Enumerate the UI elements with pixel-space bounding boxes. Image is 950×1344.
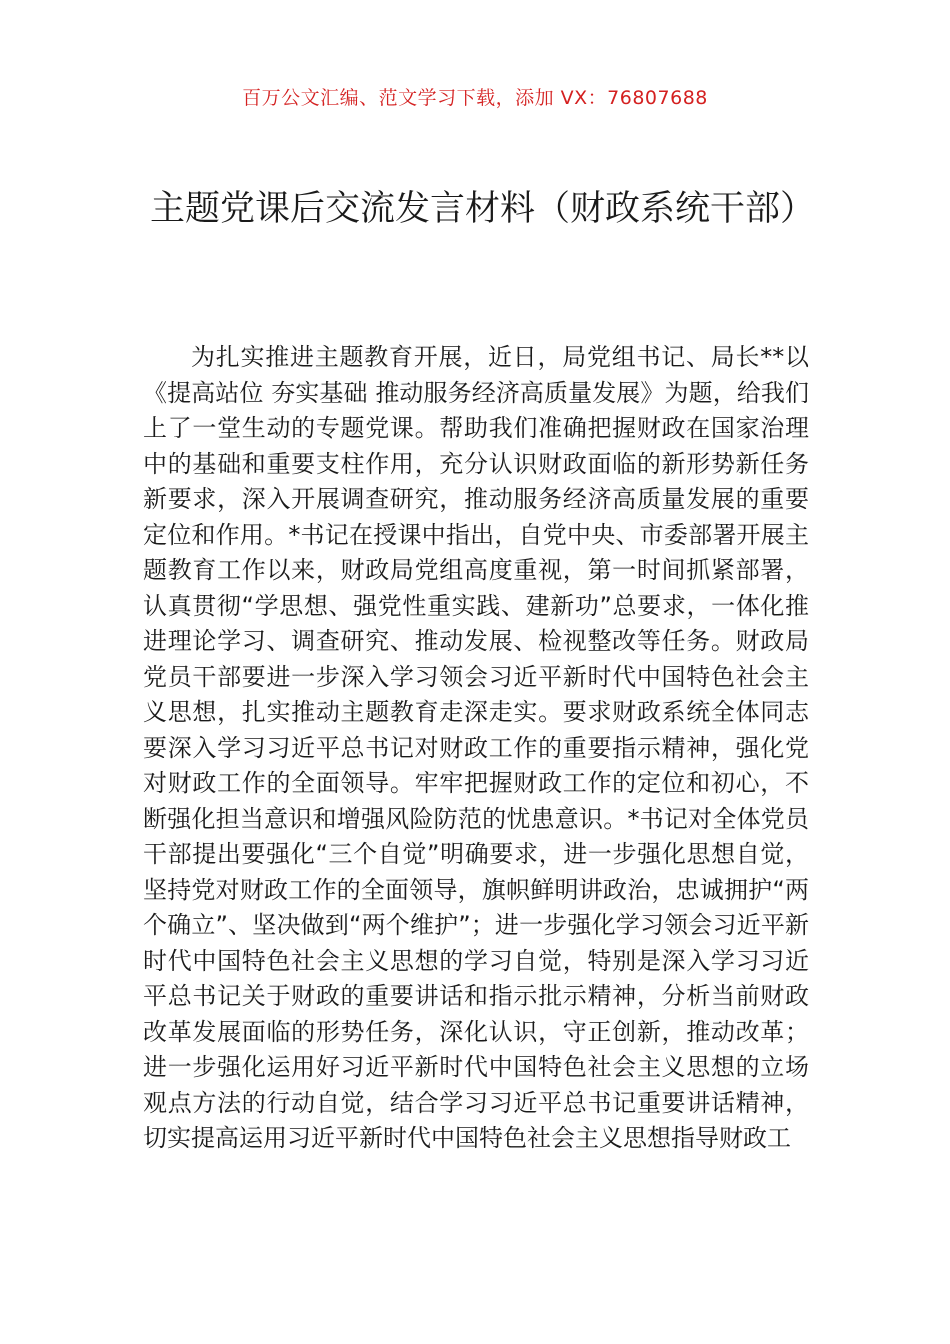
body-paragraph: 为扎实推进主题教育开展，近日，局党组书记、局长**以《提高站位 夯实基础 推动服务经济高质量发展》为题，给我们上了一堂生动的专题党课。帮助我们准确把握财政在国家治理中的基础和重要支柱作用，充分认识财政面临的新形势新任务新要求，深入开展调查研究，推动服务经济高质量发展的重要定位和作用。*书记在授课中指出，自党中央、市委部署开展主题教育工作以来，财政局党组高度重视，第一时间抓紧部署，认真贯彻“学思想、强党性重实践、建新功”总要求，一体化推进理论学习、调查研究、推动发展、检视整改等任务。财政局党员干部要进一步深入学习领会习近平新时代中国特色社会主义思想，扎实推动主题教育走深走实。要求财政系统全体同志要深入学习习近平总书记对财政工作的重要指示精神，强化党对财政工作的全面领导。牢牢把握财政工作的定位和初心，不断强化担当意识和增强风险防范的忧患意识。*书记对全体党员干部提出要强化“三个自觉”明确要求，进一步强化思想自觉，坚持党对财政工作的全面领导，旗帜鲜明讲政治，忠诚拥护“两个确立”、坚决做到“两个维护”；进一步强化学习领会习近平新时代中国特色社会主义思想的学习自觉，特别是深入学习习近平总书记关于财政的重要讲话和指示批示精神，分析当前财政改革发展面临的形势任务，深化认识，守正创新，推动改革；进一步强化运用好习近平新时代中国特色社会主义思想的立场观点方法的行动自觉，结合学习习近平总书记重要讲话精神，切实提高运用习近平新时代中国特色社会主义思想指导财政工 <box>143 343 809 1152</box>
document-title: 主题党课后交流发言材料（财政系统干部） <box>150 189 816 229</box>
header-note: 百万公文汇编、范文学习下载，添加 VX：76807688 <box>242 87 708 109</box>
